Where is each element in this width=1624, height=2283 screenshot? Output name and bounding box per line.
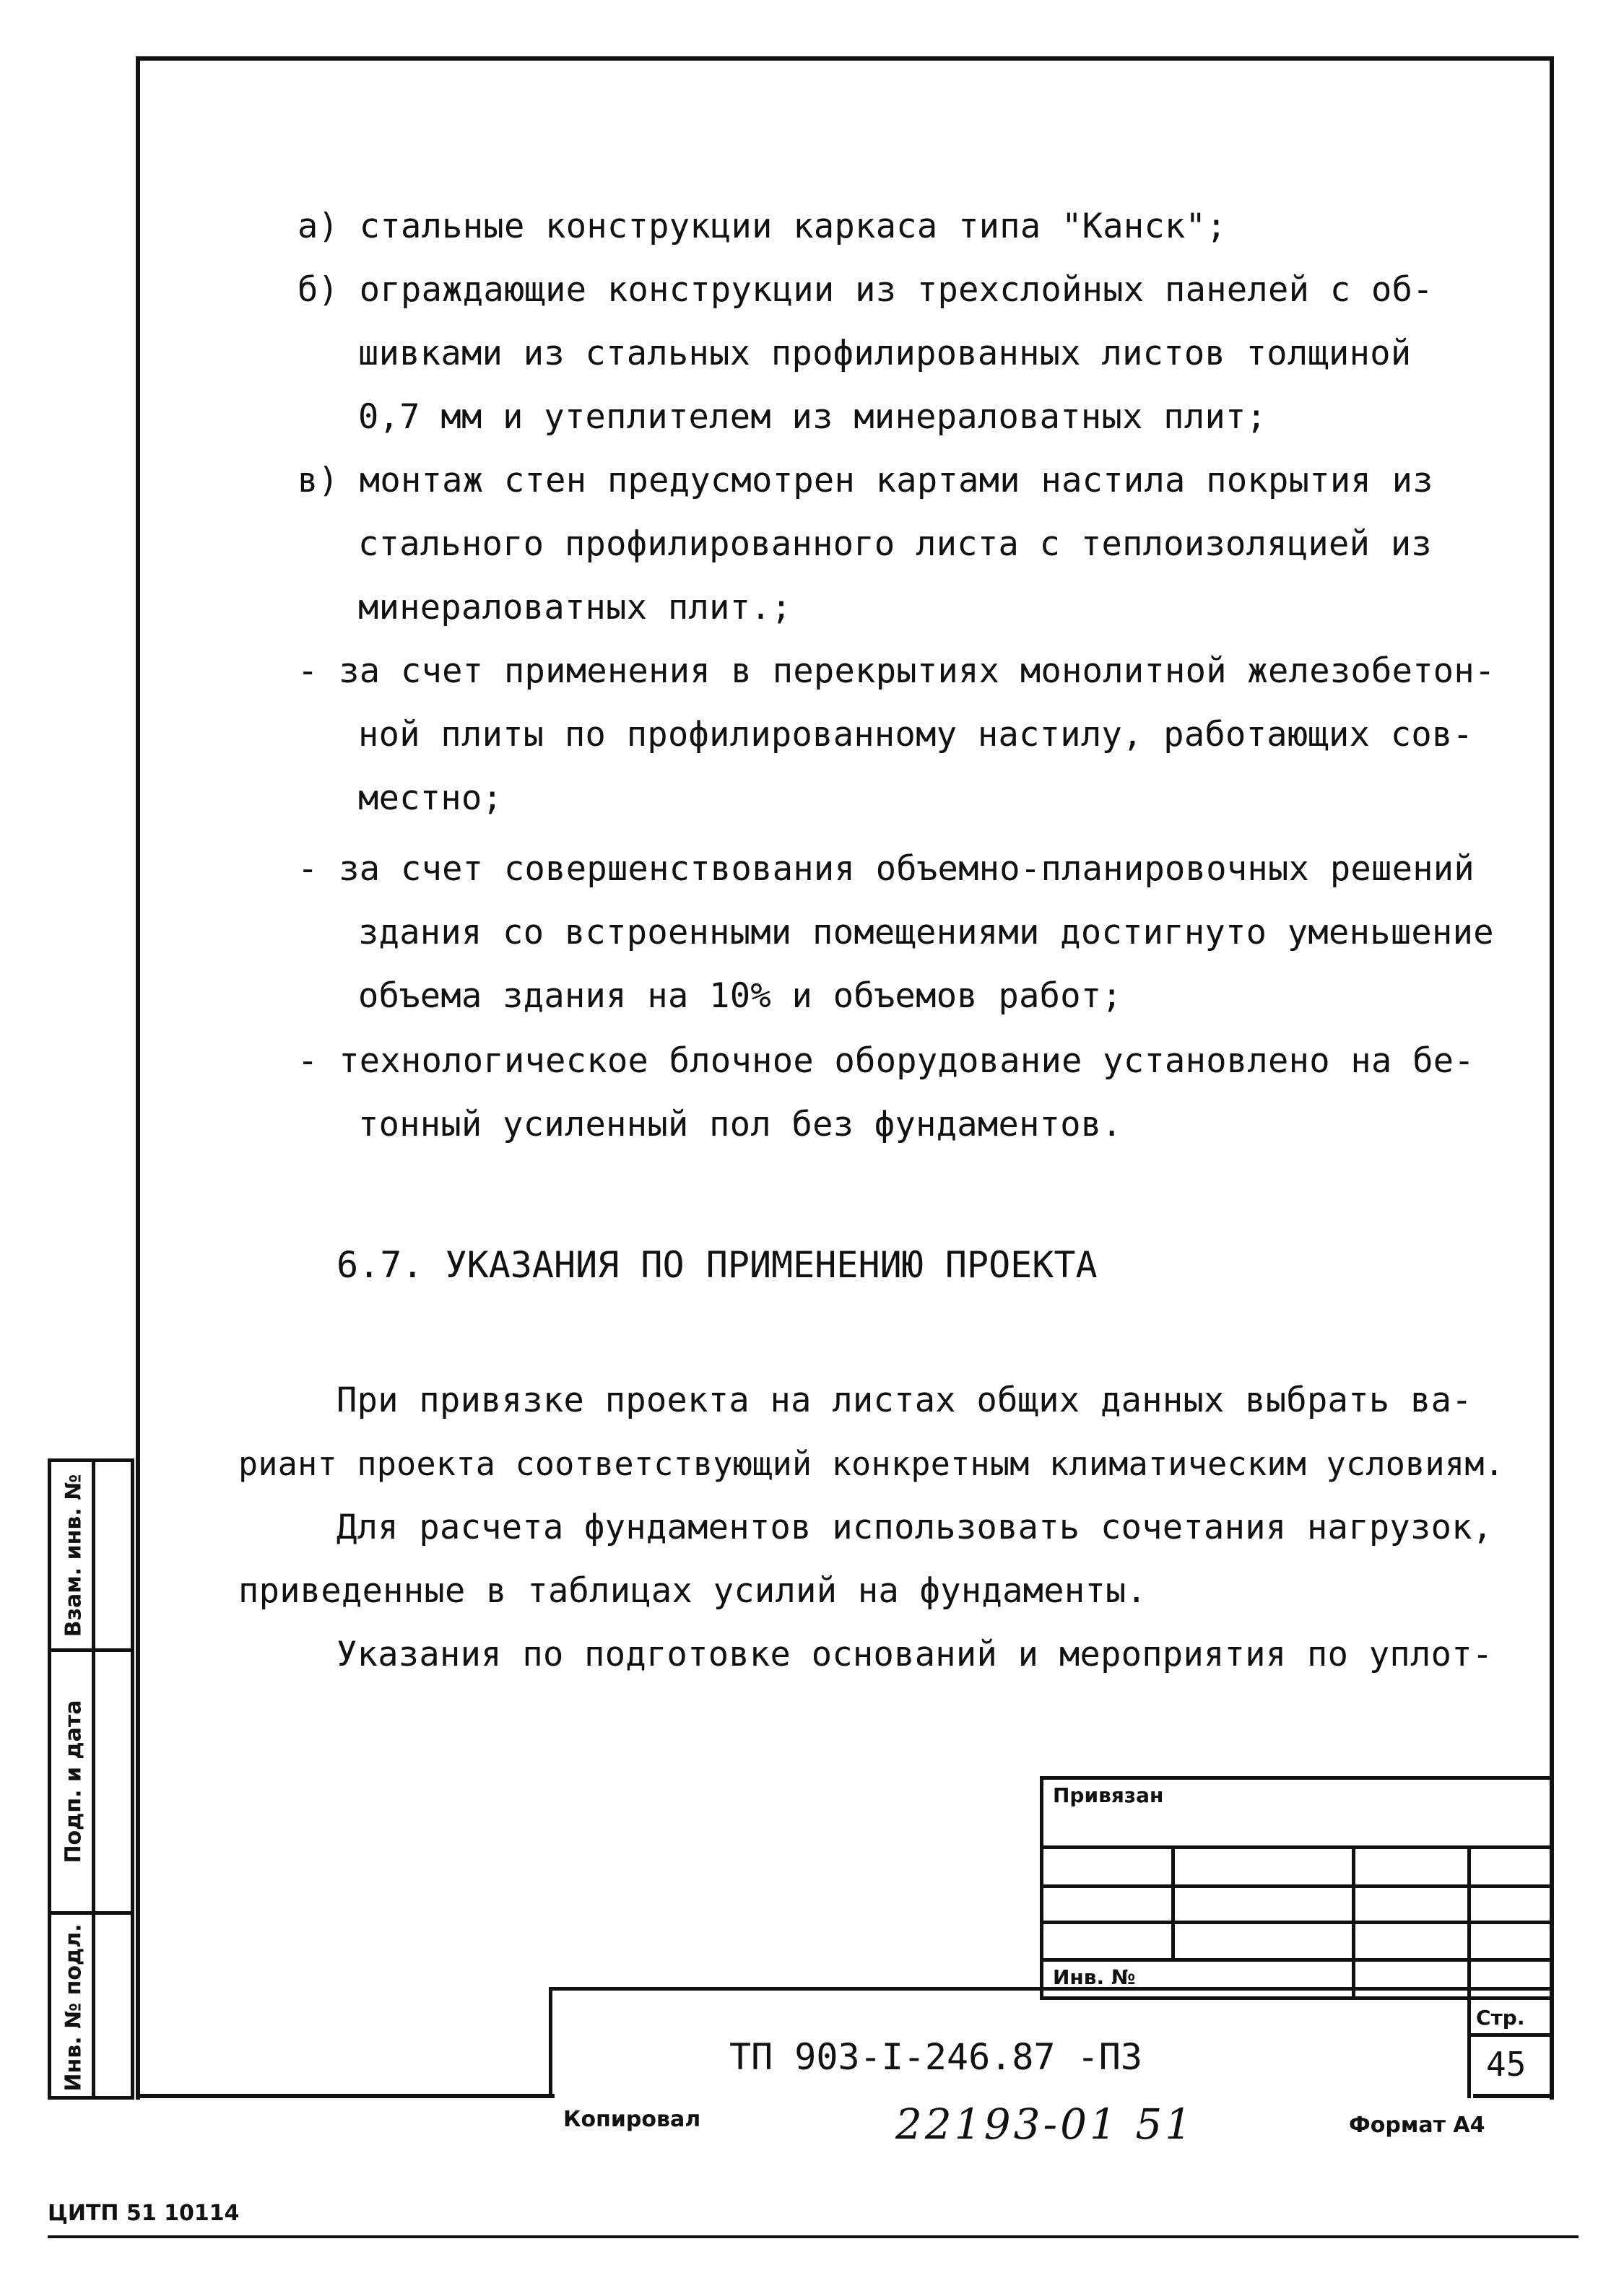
tb-line (1040, 1958, 1554, 1962)
body-line: 0,7 мм и утеплителем из минераловатных плит; (358, 397, 1267, 437)
body-line: - за счет совершенствования объемно-планировочных решений (298, 849, 1475, 889)
page-number: 45 (1486, 2045, 1527, 2084)
body-line: стального профилированного листа с теплоизоляцией из (358, 524, 1433, 564)
body-line: шивками из стальных профилированных листов толщиной (358, 334, 1412, 373)
body-line: в) монтаж стен предусмотрен картами настила покрытия из (298, 461, 1433, 500)
body-line: тонный усиленный пол без фундаментов. (358, 1105, 1123, 1144)
paragraph-line: риант проекта соответствующий конкретным климатическим условиям. (238, 1445, 1505, 1483)
body-line: ной плиты по профилированному настилу, работающих сов- (358, 715, 1474, 755)
body-line: здания со встроенными помещениями достигнуто уменьшение (358, 913, 1494, 952)
body-line: б) ограждающие конструкции из трехслойных панелей с об- (298, 270, 1433, 310)
body-line: - за счет применения в перекрытиях монолитной железобетон- (298, 651, 1495, 691)
tb-line (1171, 1845, 1175, 1961)
privyazan-label: Привязан (1053, 1783, 1164, 1807)
stamp-vzam-label: Взам. инв. № (61, 1474, 87, 1637)
stamp-podp-label: Подп. и дата (61, 1700, 87, 1864)
page-label: Стр. (1476, 2006, 1525, 2030)
tb-line (1040, 1884, 1554, 1888)
kopiroval-label: Копировал (563, 2107, 701, 2132)
tb-line (1467, 2000, 1471, 2098)
format-label: Формат А4 (1349, 2113, 1485, 2138)
paragraph-line: При привязке проекта на листах общих данных выбрать ва- (336, 1380, 1472, 1420)
paragraph-line: Указания по подготовке оснований и мероприятия по уплот- (336, 1635, 1493, 1674)
section-heading: 6.7. УКАЗАНИЯ ПО ПРИМЕНЕНИЮ ПРОЕКТА (336, 1244, 1098, 1286)
bottom-rule (48, 2235, 1579, 2238)
printer-code: ЦИТП 51 10114 (48, 2201, 240, 2226)
body-line: - технологическое блочное оборудование установлено на бе- (298, 1041, 1475, 1081)
body-line: а) стальные конструкции каркаса типа "Канск"; (298, 206, 1227, 246)
tb-line (1467, 1845, 1471, 2000)
inv-no-label: Инв. № (1053, 1965, 1136, 1989)
body-line: минераловатных плит.; (358, 588, 792, 627)
body-line: местно; (358, 778, 503, 818)
tb-line (1352, 1845, 1355, 2000)
handwritten-number: 22193-01 51 (895, 2100, 1195, 2149)
body-line: объема здания на 10% и объемов работ; (358, 976, 1123, 1016)
stamp-divider (92, 1462, 95, 2096)
document-code: ТП 903-I-246.87 -ПЗ (729, 2036, 1142, 2078)
paragraph-line: Для расчета фундаментов использовать сочетания нагрузок, (336, 1508, 1493, 1547)
stamp-inv-label: Инв. № подл. (61, 1923, 87, 2092)
tb-line (1040, 1845, 1554, 1849)
tb-line (1467, 2033, 1554, 2037)
margin-stamp (48, 1458, 134, 2100)
paragraph-line: приведенные в таблицах усилий на фундаменты. (238, 1571, 1147, 1611)
tb-line (1040, 1921, 1554, 1924)
